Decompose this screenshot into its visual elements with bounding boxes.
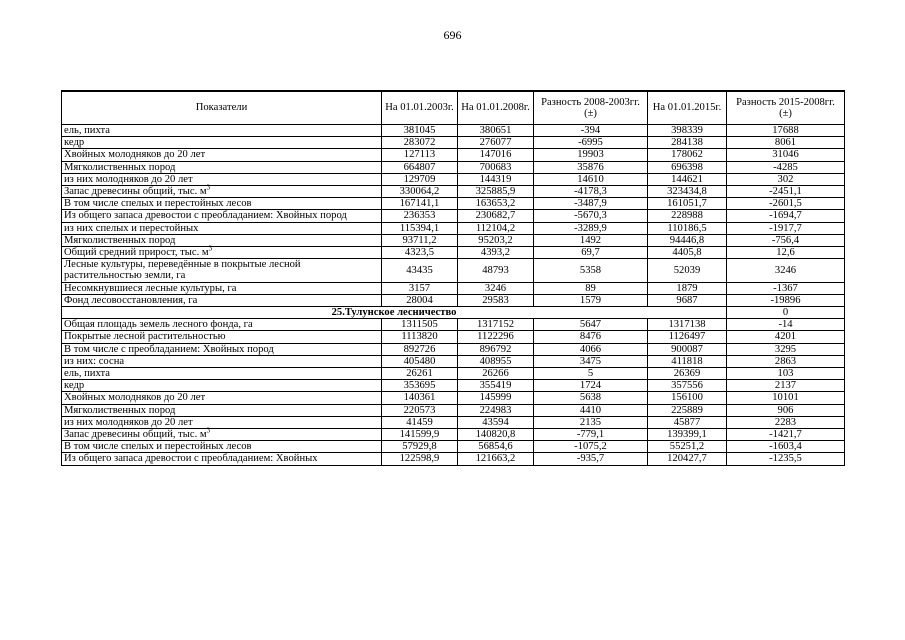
- cell-v5: -4285: [727, 161, 845, 173]
- table-row: [62, 259, 845, 282]
- cell-v3: 3475: [534, 355, 648, 367]
- cell-v3: -3289,9: [534, 222, 648, 234]
- cell-v1: 330064,2: [382, 186, 458, 198]
- unit-superscript: 3: [206, 426, 211, 435]
- cell-v3: -6995: [534, 137, 648, 149]
- cell-v4: 52039: [648, 259, 727, 282]
- cell-v1: 115394,1: [382, 222, 458, 234]
- cell-v3: 19903: [534, 149, 648, 161]
- table-row: [62, 234, 845, 246]
- row-label: [62, 368, 382, 380]
- cell-v2: 896792: [458, 343, 534, 355]
- cell-v1: 140361: [382, 392, 458, 404]
- cell-v5: 10101: [727, 392, 845, 404]
- cell-v2: 163653,2: [458, 198, 534, 210]
- cell-v5: -1235,5: [727, 453, 845, 465]
- row-label-text: В том числе с преобладанием: Хвойных пород: [64, 343, 274, 355]
- cell-v5: 302: [727, 173, 845, 185]
- table-row: [62, 392, 845, 404]
- row-label-text: кедр: [64, 137, 85, 149]
- cell-v3: 2135: [534, 416, 648, 428]
- cell-v1: 141599,9: [382, 429, 458, 441]
- cell-v3: 8476: [534, 331, 648, 343]
- cell-v4: 156100: [648, 392, 727, 404]
- cell-v3: 89: [534, 282, 648, 294]
- cell-v4: 696398: [648, 161, 727, 173]
- cell-v4: 900087: [648, 343, 727, 355]
- cell-v5: 31046: [727, 149, 845, 161]
- cell-v2: 95203,2: [458, 234, 534, 246]
- cell-v3: -1075,2: [534, 441, 648, 453]
- table-row: [62, 319, 845, 331]
- cell-v3: 4066: [534, 343, 648, 355]
- cell-v1: 93711,2: [382, 234, 458, 246]
- row-label-text: ель, пихта: [64, 368, 110, 380]
- table-row: [62, 294, 845, 306]
- table-row: [62, 247, 845, 259]
- cell-v5: -1421,7: [727, 429, 845, 441]
- header-2015: На 01.01.2015г.: [648, 91, 727, 125]
- section-row: [62, 307, 845, 319]
- cell-v4: 144621: [648, 173, 727, 185]
- cell-v5: -19896: [727, 294, 845, 306]
- cell-v2: 700683: [458, 161, 534, 173]
- row-label-text: Общая площадь земель лесного фонда, га: [64, 319, 253, 331]
- header-indicators: Показатели: [62, 91, 382, 125]
- cell-v1: 28004: [382, 294, 458, 306]
- table-row: [62, 210, 845, 222]
- cell-v2: 144319: [458, 173, 534, 185]
- cell-v5: 3295: [727, 343, 845, 355]
- row-label-text: из них: сосна: [64, 355, 125, 367]
- table-row: [62, 404, 845, 416]
- cell-v1: 1113820: [382, 331, 458, 343]
- cell-v5: 2137: [727, 380, 845, 392]
- cell-v5: -2601,5: [727, 198, 845, 210]
- cell-v1: 3157: [382, 282, 458, 294]
- section-value: 0: [727, 307, 845, 319]
- row-label-text: Запас древесины общий, тыс. м: [64, 186, 207, 198]
- row-label-text: Несомкнувшиеся лесные культуры, га: [64, 282, 237, 294]
- row-label-text: Фонд лесовосстановления, га: [64, 294, 198, 306]
- cell-v1: 122598,9: [382, 453, 458, 465]
- cell-v4: 55251,2: [648, 441, 727, 453]
- cell-v5: -1603,4: [727, 441, 845, 453]
- cell-v4: 228988: [648, 210, 727, 222]
- table-row: [62, 137, 845, 149]
- cell-v1: 26261: [382, 368, 458, 380]
- row-label: [62, 343, 382, 355]
- cell-v3: 5638: [534, 392, 648, 404]
- header-2008: На 01.01.2008г.: [458, 91, 534, 125]
- table-row: [62, 125, 845, 137]
- cell-v3: -779,1: [534, 429, 648, 441]
- row-label-text: Мягколиственных пород: [64, 234, 176, 246]
- row-label: [62, 331, 382, 343]
- cell-v3: 69,7: [534, 247, 648, 259]
- table-row: [62, 453, 845, 465]
- table-row: [62, 368, 845, 380]
- cell-v3: 1492: [534, 234, 648, 246]
- table-row: [62, 355, 845, 367]
- cell-v2: 43594: [458, 416, 534, 428]
- cell-v3: 1579: [534, 294, 648, 306]
- row-label: [62, 282, 382, 294]
- unit-superscript: 3: [206, 183, 211, 192]
- row-label: [62, 149, 382, 161]
- cell-v2: 3246: [458, 282, 534, 294]
- cell-v5: -1917,7: [727, 222, 845, 234]
- cell-v2: 56854,6: [458, 441, 534, 453]
- table-row: [62, 149, 845, 161]
- table-row: [62, 441, 845, 453]
- row-label: [62, 319, 382, 331]
- cell-v4: 45877: [648, 416, 727, 428]
- page-number: 696: [443, 28, 462, 42]
- cell-v2: 147016: [458, 149, 534, 161]
- cell-v3: -3487,9: [534, 198, 648, 210]
- row-label-text: Мягколиственных пород: [64, 161, 176, 173]
- table-row: [62, 173, 845, 185]
- cell-v4: 398339: [648, 125, 727, 137]
- cell-v2: 1317152: [458, 319, 534, 331]
- row-label: [62, 416, 382, 428]
- cell-v4: 120427,7: [648, 453, 727, 465]
- cell-v1: 381045: [382, 125, 458, 137]
- row-label: [62, 380, 382, 392]
- row-label: [62, 222, 382, 234]
- cell-v2: 26266: [458, 368, 534, 380]
- table-row: [62, 222, 845, 234]
- row-label: [62, 161, 382, 173]
- row-label: [62, 244, 382, 259]
- cell-v3: -394: [534, 125, 648, 137]
- row-label: [62, 210, 382, 222]
- row-label-text: из них молодняков до 20 лет: [64, 416, 193, 428]
- cell-v5: 17688: [727, 125, 845, 137]
- row-label: [62, 234, 382, 246]
- cell-v1: 283072: [382, 137, 458, 149]
- cell-v2: 325885,9: [458, 186, 534, 198]
- cell-v2: 276077: [458, 137, 534, 149]
- cell-v3: -4178,3: [534, 186, 648, 198]
- header-diff-2008-2003: Разность 2008-2003гг. (±): [534, 91, 648, 125]
- cell-v4: 357556: [648, 380, 727, 392]
- row-label-text: В том числе спелых и перестойных лесов: [64, 198, 252, 210]
- row-label-text: Лесные культуры, переведённые в покрытые лесной растительностью земли, га: [64, 259, 301, 282]
- cell-v2: 48793: [458, 259, 534, 282]
- row-label-text: В том числе спелых и перестойных лесов: [64, 441, 252, 453]
- header-2003: На 01.01.2003г.: [382, 91, 458, 125]
- cell-v2: 4393,2: [458, 247, 534, 259]
- cell-v1: 129709: [382, 173, 458, 185]
- cell-v1: 57929,8: [382, 441, 458, 453]
- row-label: [62, 125, 382, 137]
- cell-v5: 103: [727, 368, 845, 380]
- cell-v1: 167141,1: [382, 198, 458, 210]
- cell-v5: 2283: [727, 416, 845, 428]
- row-label: [62, 137, 382, 149]
- cell-v2: 29583: [458, 294, 534, 306]
- forest-data-table: [61, 90, 845, 466]
- cell-v5: 8061: [727, 137, 845, 149]
- cell-v3: -935,7: [534, 453, 648, 465]
- row-label: [62, 441, 382, 453]
- cell-v4: 178062: [648, 149, 727, 161]
- cell-v4: 225889: [648, 404, 727, 416]
- row-label-text: из них молодняков до 20 лет: [64, 173, 193, 185]
- row-label: [62, 392, 382, 404]
- table-header-row: [62, 91, 845, 125]
- unit-superscript: 3: [208, 244, 213, 253]
- row-label-text: Мягколиственных пород: [64, 404, 176, 416]
- row-label-text: Хвойных молодняков до 20 лет: [64, 149, 206, 161]
- table-row: [62, 429, 845, 441]
- cell-v4: 110186,5: [648, 222, 727, 234]
- cell-v4: 284138: [648, 137, 727, 149]
- table-row: [62, 416, 845, 428]
- row-label-text: Запас древесины общий, тыс. м: [64, 429, 207, 441]
- cell-v3: -5670,3: [534, 210, 648, 222]
- cell-v2: 380651: [458, 125, 534, 137]
- row-label: [62, 294, 382, 306]
- cell-v1: 43435: [382, 259, 458, 282]
- cell-v4: 411818: [648, 355, 727, 367]
- cell-v4: 1126497: [648, 331, 727, 343]
- table-row: [62, 331, 845, 343]
- table-row: [62, 343, 845, 355]
- cell-v4: 323434,8: [648, 186, 727, 198]
- cell-v3: 5: [534, 368, 648, 380]
- cell-v1: 236353: [382, 210, 458, 222]
- cell-v5: -2451,1: [727, 186, 845, 198]
- row-label: [62, 259, 382, 282]
- header-diff-2015-2008: Разность 2015-2008гг. (±): [727, 91, 845, 125]
- cell-v5: 12,6: [727, 247, 845, 259]
- cell-v4: 161051,7: [648, 198, 727, 210]
- cell-v1: 4323,5: [382, 247, 458, 259]
- row-label-text: из них спелых и перестойных: [64, 222, 199, 234]
- cell-v3: 5647: [534, 319, 648, 331]
- cell-v3: 4410: [534, 404, 648, 416]
- cell-v4: 26369: [648, 368, 727, 380]
- cell-v4: 139399,1: [648, 429, 727, 441]
- cell-v2: 408955: [458, 355, 534, 367]
- cell-v1: 220573: [382, 404, 458, 416]
- cell-v1: 353695: [382, 380, 458, 392]
- section-title: 25.Тулунское лесничество: [62, 307, 727, 319]
- table-row: [62, 161, 845, 173]
- row-label: [62, 198, 382, 210]
- cell-v1: 127113: [382, 149, 458, 161]
- cell-v2: 224983: [458, 404, 534, 416]
- cell-v2: 1122296: [458, 331, 534, 343]
- cell-v2: 121663,2: [458, 453, 534, 465]
- table-row: [62, 282, 845, 294]
- cell-v3: 14610: [534, 173, 648, 185]
- cell-v3: 35876: [534, 161, 648, 173]
- cell-v1: 41459: [382, 416, 458, 428]
- cell-v2: 140820,8: [458, 429, 534, 441]
- cell-v5: 4201: [727, 331, 845, 343]
- row-label: [62, 453, 382, 465]
- cell-v5: -1694,7: [727, 210, 845, 222]
- row-label: [62, 183, 382, 198]
- cell-v4: 1879: [648, 282, 727, 294]
- cell-v1: 405480: [382, 355, 458, 367]
- row-label-text: ель, пихта: [64, 125, 110, 136]
- cell-v1: 664807: [382, 161, 458, 173]
- row-label: [62, 426, 382, 441]
- cell-v4: 1317138: [648, 319, 727, 331]
- cell-v2: 355419: [458, 380, 534, 392]
- row-label: [62, 173, 382, 185]
- row-label: [62, 404, 382, 416]
- row-label-text: Покрытые лесной растительностью: [64, 331, 226, 343]
- cell-v3: 5358: [534, 259, 648, 282]
- cell-v5: 906: [727, 404, 845, 416]
- cell-v1: 892726: [382, 343, 458, 355]
- cell-v4: 9687: [648, 294, 727, 306]
- row-label-text: Хвойных молодняков до 20 лет: [64, 392, 206, 404]
- row-label-text: Общий средний прирост, тыс. м: [64, 247, 209, 259]
- cell-v5: 2863: [727, 355, 845, 367]
- cell-v5: -756,4: [727, 234, 845, 246]
- row-label: [62, 355, 382, 367]
- cell-v5: -14: [727, 319, 845, 331]
- cell-v4: 94446,8: [648, 234, 727, 246]
- cell-v2: 230682,7: [458, 210, 534, 222]
- cell-v2: 112104,2: [458, 222, 534, 234]
- table-row: [62, 186, 845, 198]
- row-label-text: кедр: [64, 380, 85, 392]
- row-label-text: Из общего запаса древостои с преобладанием: Хвойных пород: [64, 210, 347, 222]
- cell-v3: 1724: [534, 380, 648, 392]
- cell-v5: 3246: [727, 259, 845, 282]
- cell-v1: 1311505: [382, 319, 458, 331]
- row-label-text: Из общего запаса древостои с преобладанием: Хвойных: [64, 453, 318, 465]
- cell-v4: 4405,8: [648, 247, 727, 259]
- table-row: [62, 380, 845, 392]
- cell-v2: 145999: [458, 392, 534, 404]
- table-row: [62, 198, 845, 210]
- cell-v5: -1367: [727, 282, 845, 294]
